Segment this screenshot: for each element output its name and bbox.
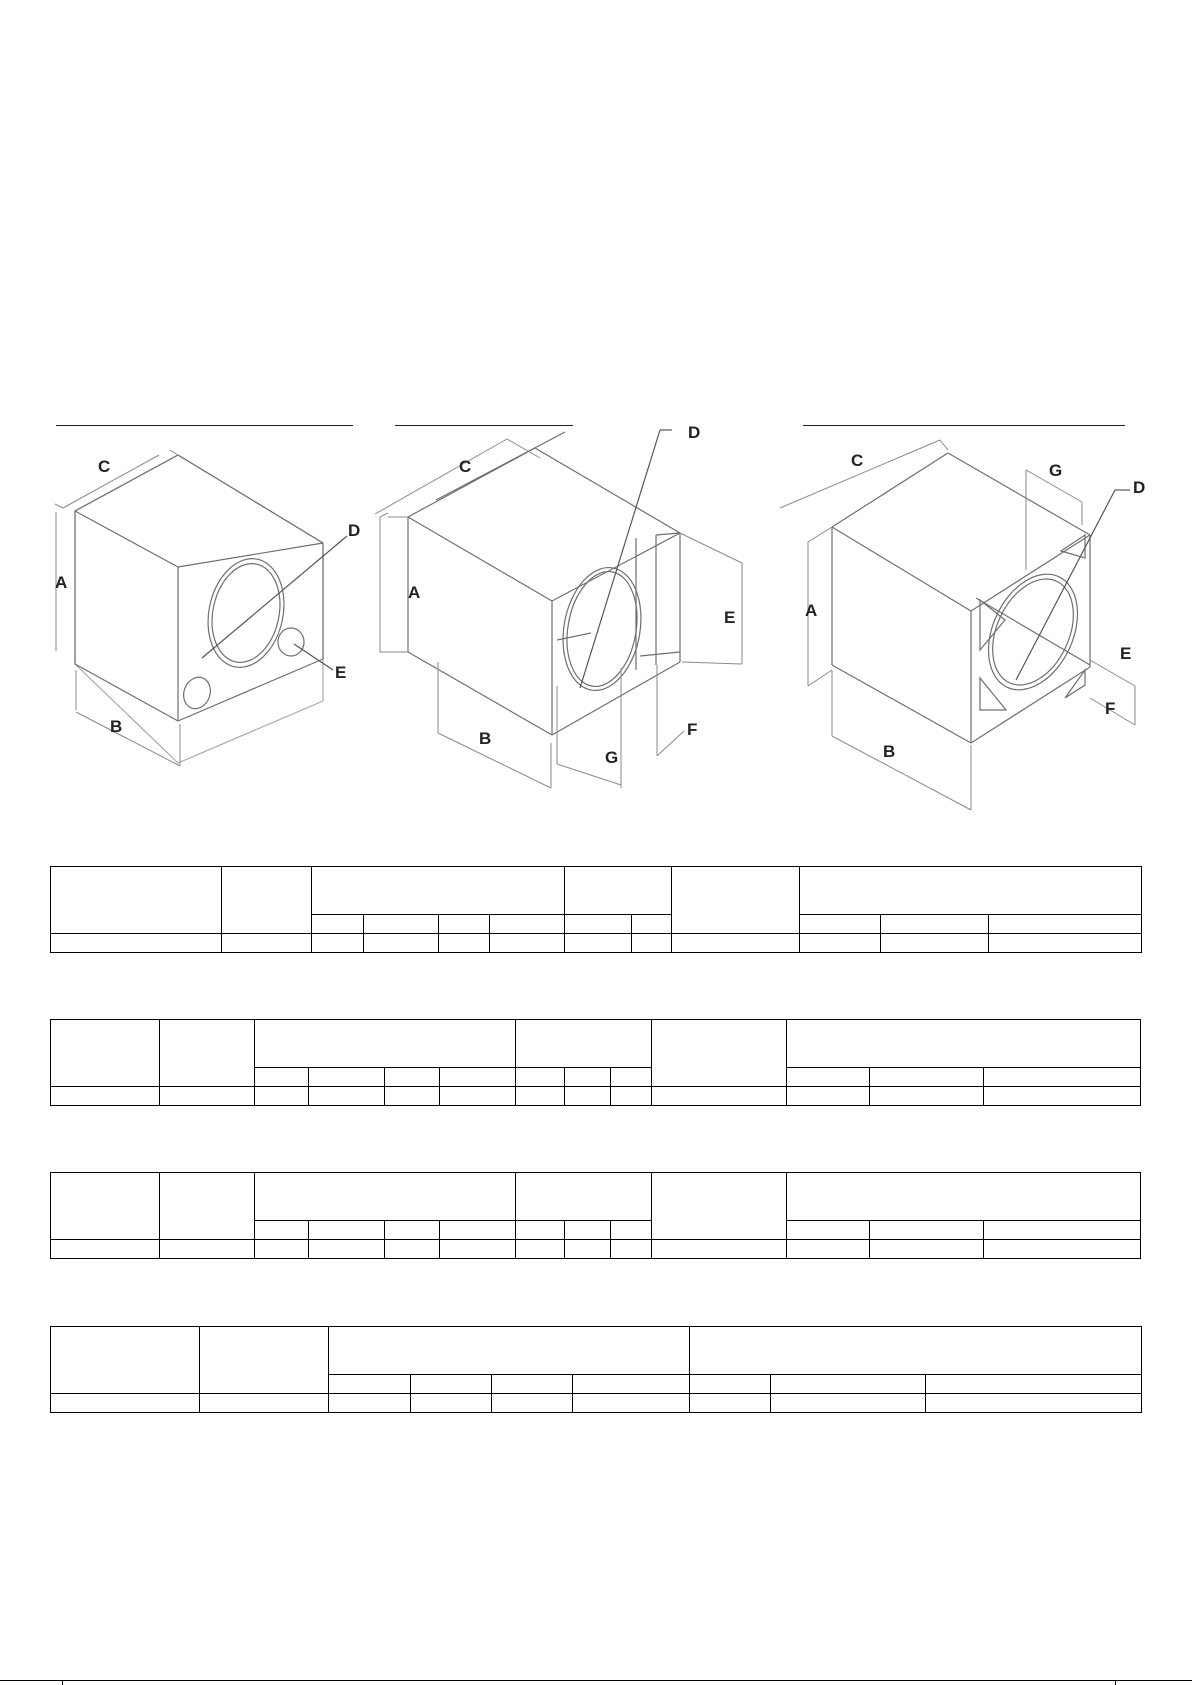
slot-box-label-f: F [687, 720, 698, 739]
table-cell [672, 934, 800, 953]
table-row [51, 1394, 1142, 1413]
table-cell [651, 1240, 787, 1259]
table-cell [309, 1087, 385, 1106]
table-cell [771, 1375, 926, 1394]
table-cell [565, 915, 632, 934]
table-cell [787, 1240, 869, 1259]
table-cell [881, 915, 989, 934]
table-row [51, 1087, 1141, 1106]
table-cell [926, 1394, 1142, 1413]
table-cell [573, 1375, 690, 1394]
table-cell [565, 1068, 611, 1087]
table-cell [984, 1068, 1141, 1087]
table-cell [312, 867, 565, 915]
table-row [51, 1173, 1141, 1221]
table-cell [651, 1173, 787, 1240]
table-cell [611, 1221, 651, 1240]
table-cell [385, 1068, 439, 1087]
spec-table-2 [50, 1019, 1141, 1106]
table-cell [690, 1327, 1142, 1375]
table-cell [787, 1068, 869, 1087]
table-cell [411, 1394, 492, 1413]
table-cell [439, 1240, 515, 1259]
footer-tick [62, 1680, 63, 1685]
slot-box-label-e: E [724, 608, 736, 627]
table-cell [565, 1240, 611, 1259]
table-cell [869, 1240, 984, 1259]
corner-box-label-a: A [805, 601, 818, 620]
spec-table-1 [50, 866, 1142, 953]
table-cell [787, 1020, 1141, 1068]
table-row [51, 1240, 1141, 1259]
table-cell [869, 1087, 984, 1106]
table-cell [160, 1020, 254, 1087]
table-cell [690, 1394, 771, 1413]
table-cell [516, 1221, 565, 1240]
table-cell [411, 1375, 492, 1394]
table-cell [309, 1240, 385, 1259]
title-rule-1 [56, 425, 353, 426]
ported-box-label-e: E [335, 663, 347, 682]
table-cell [651, 1087, 787, 1106]
table-cell [800, 934, 881, 953]
table-cell [254, 1020, 515, 1068]
ported-box-diagram [0, 430, 380, 790]
table-cell [160, 1173, 254, 1240]
table-cell [439, 934, 490, 953]
table-cell [565, 1221, 611, 1240]
ported-box-label-c: C [98, 457, 111, 476]
table-cell [611, 1087, 651, 1106]
table-cell [984, 1087, 1141, 1106]
table-row [51, 1327, 1142, 1375]
table-cell [516, 1068, 565, 1087]
table-cell [881, 934, 989, 953]
table-cell [490, 934, 565, 953]
table-cell [254, 1087, 308, 1106]
slot-box-label-c: C [459, 457, 472, 476]
table-cell [989, 934, 1142, 953]
table-cell [385, 1087, 439, 1106]
table-cell [254, 1068, 308, 1087]
table-cell [51, 934, 222, 953]
table-cell [565, 1087, 611, 1106]
table-cell [364, 915, 439, 934]
slot-box-label-a: A [408, 583, 421, 602]
table-cell [632, 915, 672, 934]
footer-tick [1115, 1680, 1116, 1685]
table-cell [516, 1240, 565, 1259]
table-cell [160, 1087, 254, 1106]
table-cell [385, 1240, 439, 1259]
table-cell [632, 934, 672, 953]
corner-box-label-c: C [851, 451, 864, 470]
table-cell [439, 915, 490, 934]
table-cell [385, 1221, 439, 1240]
table-cell [490, 915, 565, 934]
corner-box-label-f: F [1105, 699, 1116, 718]
table-cell [787, 1221, 869, 1240]
table-cell [869, 1068, 984, 1087]
ported-box-label-a: A [55, 573, 68, 592]
table-cell [51, 1240, 160, 1259]
table-cell [516, 1173, 652, 1221]
table-cell [492, 1375, 573, 1394]
table-cell [611, 1068, 651, 1087]
table-cell [222, 867, 312, 934]
corner-box-label-d: D [1133, 478, 1146, 497]
table-cell [309, 1221, 385, 1240]
table-cell [312, 915, 364, 934]
table-cell [329, 1327, 690, 1375]
ported-box-label-d: D [348, 521, 361, 540]
table-cell [364, 934, 439, 953]
table-cell [51, 1173, 160, 1240]
table-cell [800, 867, 1142, 915]
table-cell [254, 1173, 515, 1221]
table-cell [787, 1087, 869, 1106]
ported-box-label-b: B [110, 717, 123, 736]
table-cell [516, 1020, 652, 1068]
table-cell [222, 934, 312, 953]
table-cell [329, 1375, 411, 1394]
spec-table-4 [50, 1326, 1142, 1413]
table-cell [254, 1221, 308, 1240]
table-cell [51, 867, 222, 934]
slot-box-label-d: D [688, 423, 701, 442]
table-cell [573, 1394, 690, 1413]
table-cell [51, 1327, 200, 1394]
spec-table-3 [50, 1172, 1141, 1259]
table-cell [439, 1068, 515, 1087]
table-cell [565, 867, 672, 915]
corner-ported-box-diagram [780, 420, 1180, 820]
table-cell [51, 1394, 200, 1413]
slot-ported-box-diagram [380, 420, 740, 800]
table-cell [200, 1394, 329, 1413]
table-cell [651, 1020, 787, 1087]
table-cell [254, 1240, 308, 1259]
table-cell [160, 1240, 254, 1259]
table-row [51, 867, 1142, 915]
table-cell [329, 1394, 411, 1413]
table-cell [984, 1221, 1141, 1240]
table-cell [439, 1087, 515, 1106]
corner-box-label-g: G [1049, 461, 1063, 480]
table-cell [771, 1394, 926, 1413]
table-cell [984, 1240, 1141, 1259]
corner-box-label-e: E [1120, 644, 1132, 663]
table-row [51, 1020, 1141, 1068]
footer-rule [0, 1680, 1192, 1681]
table-cell [787, 1173, 1141, 1221]
table-cell [312, 934, 364, 953]
table-cell [611, 1240, 651, 1259]
table-cell [492, 1394, 573, 1413]
table-cell [690, 1375, 771, 1394]
table-row [51, 934, 1142, 953]
slot-box-label-g: G [605, 748, 619, 767]
table-cell [200, 1327, 329, 1394]
table-cell [565, 934, 632, 953]
table-cell [672, 867, 800, 934]
table-cell [51, 1020, 160, 1087]
table-cell [439, 1221, 515, 1240]
table-cell [926, 1375, 1142, 1394]
corner-box-label-b: B [883, 742, 896, 761]
table-cell [989, 915, 1142, 934]
table-cell [51, 1087, 160, 1106]
slot-box-label-b: B [479, 729, 492, 748]
table-cell [516, 1087, 565, 1106]
table-cell [869, 1221, 984, 1240]
table-cell [800, 915, 881, 934]
table-cell [309, 1068, 385, 1087]
